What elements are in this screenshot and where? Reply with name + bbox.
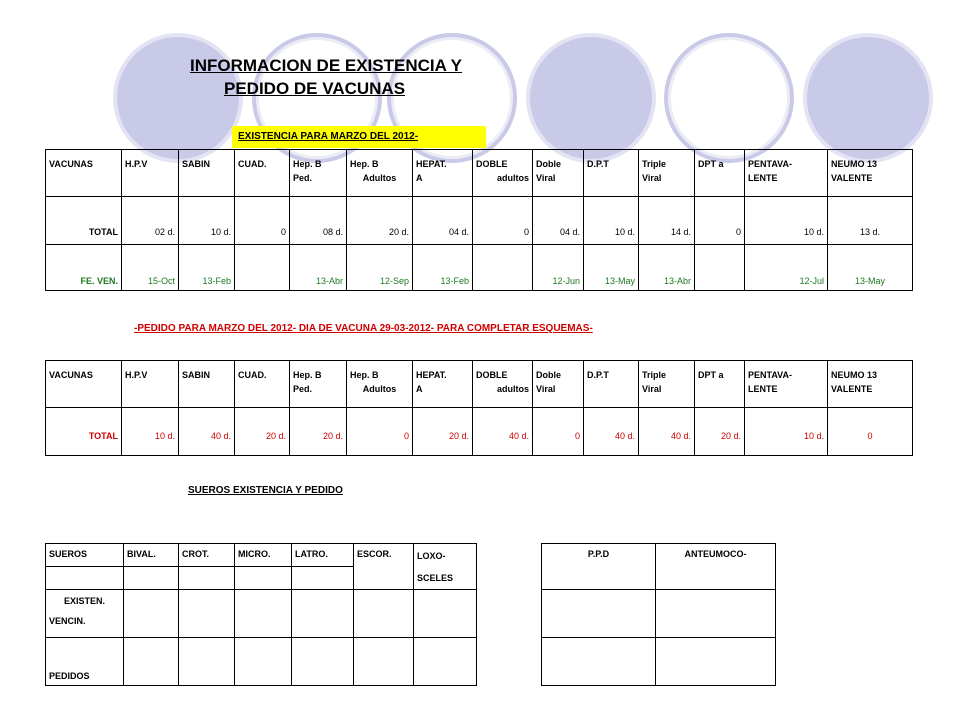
table-cell: 12-Sep [347, 245, 413, 291]
header-cell: Hep. B Adultos [347, 150, 413, 197]
header-cell: D.P.T [584, 150, 639, 197]
table-cell: 13-Feb [179, 245, 235, 291]
table-cell: 13-May [828, 245, 913, 291]
table-cell: 20 d. [347, 197, 413, 245]
header-cell: H.P.V [122, 150, 179, 197]
table-cell [235, 567, 292, 590]
header-cell: CUAD. [235, 361, 290, 408]
table-cell [179, 590, 235, 638]
table-cell: 04 d. [413, 197, 473, 245]
header-cell: SUEROS [46, 544, 124, 567]
table-cell [414, 638, 477, 686]
table-cell: 14 d. [639, 197, 695, 245]
header-cell: PENTAVA- LENTE [745, 150, 828, 197]
header-cell: Hep. B Ped. [290, 150, 347, 197]
decor-circle-5 [664, 33, 794, 163]
header-cell: HEPAT. A [413, 150, 473, 197]
table-cell: 10 d. [584, 197, 639, 245]
existencia-table [45, 149, 913, 291]
table-cell [179, 638, 235, 686]
header-cell: ANTEUMOCO- [656, 544, 776, 590]
table-cell: 40 d. [584, 408, 639, 456]
header-cell: DPT a [695, 361, 745, 408]
header-cell: P.P.D [542, 544, 656, 590]
header-cell: SABIN [179, 361, 235, 408]
existen-label-cell [46, 590, 124, 638]
header-cell: VACUNAS [46, 150, 122, 197]
table-cell [695, 245, 745, 291]
table-cell [235, 245, 290, 291]
header-cell: MICRO. [235, 544, 292, 567]
table-cell [542, 638, 656, 686]
table-cell: 10 d. [745, 408, 828, 456]
table-cell [656, 638, 776, 686]
table-cell: 13-Abr [639, 245, 695, 291]
table-row-existen [46, 590, 477, 638]
header-cell: SABIN [179, 150, 235, 197]
table-row-total [46, 197, 913, 245]
table-cell: 0 [533, 408, 584, 456]
table-cell [292, 590, 354, 638]
table-row-pedido-total [46, 408, 913, 456]
header-cell: DPT a [695, 150, 745, 197]
table-cell: 12-Jun [533, 245, 584, 291]
table-cell: 0 [828, 408, 913, 456]
table-cell: 10 d. [179, 197, 235, 245]
table-cell [656, 590, 776, 638]
sueros-right-table [541, 543, 776, 686]
table-cell [354, 590, 414, 638]
table-cell: 10 d. [122, 408, 179, 456]
sueros-heading: SUEROS EXISTENCIA Y PEDIDO [188, 485, 343, 496]
header-cell: H.P.V [122, 361, 179, 408]
header-cell: D.P.T [584, 361, 639, 408]
header-cell: CROT. [179, 544, 235, 567]
table-cell: 13-Feb [413, 245, 473, 291]
decor-circle-4 [526, 33, 656, 163]
header-cell: BIVAL. [124, 544, 179, 567]
table-cell: 0 [473, 197, 533, 245]
header-cell: Triple Viral [639, 361, 695, 408]
header-cell: NEUMO 13 VALENTE [828, 361, 913, 408]
table-cell: 0 [347, 408, 413, 456]
pedidos-label: PEDIDOS [46, 638, 124, 686]
table-cell: 20 d. [695, 408, 745, 456]
header-cell: Hep. B Adultos [347, 361, 413, 408]
table-cell: 40 d. [473, 408, 533, 456]
table-cell: 04 d. [533, 197, 584, 245]
table-cell [46, 567, 124, 590]
table-cell: 20 d. [290, 408, 347, 456]
table-cell: 20 d. [235, 408, 290, 456]
vencin-label: VENCIN. [49, 616, 86, 626]
table-cell: 0 [235, 197, 290, 245]
table-row-fe-ven [46, 245, 913, 291]
table-cell: 40 d. [179, 408, 235, 456]
table-cell: 15-Oct [122, 245, 179, 291]
table-cell [414, 590, 477, 638]
header-cell: CUAD. [235, 150, 290, 197]
fe-ven-label: FE. VEN. [46, 245, 122, 291]
sueros-table [45, 543, 477, 686]
page-title-line2: PEDIDO DE VACUNAS [224, 79, 406, 98]
table-cell: 10 d. [745, 197, 828, 245]
table-cell [124, 567, 179, 590]
existen-label: EXISTEN. [63, 596, 105, 606]
pedido-heading: -PEDIDO PARA MARZO DEL 2012- DIA DE VACUNA 29-03-2012- PARA COMPLETAR ESQUEMAS- [134, 323, 593, 334]
header-cell: VACUNAS [46, 361, 122, 408]
pedido-table [45, 360, 913, 456]
table-cell: 13-Abr [290, 245, 347, 291]
header-cell: Hep. B Ped. [290, 361, 347, 408]
table-cell [292, 567, 354, 590]
header-cell: Doble Viral [533, 361, 584, 408]
header-cell: ESCOR. [354, 544, 414, 590]
header-cell: NEUMO 13 VALENTE [828, 150, 913, 197]
page-title-line1: INFORMACION DE EXISTENCIA Y [190, 56, 463, 75]
table-cell: 40 d. [639, 408, 695, 456]
table-cell [292, 638, 354, 686]
header-cell: DOBLE adultos [473, 150, 533, 197]
header-cell: PENTAVA- LENTE [745, 361, 828, 408]
header-cell: LATRO. [292, 544, 354, 567]
header-cell: Doble Viral [533, 150, 584, 197]
table-cell: 13 d. [828, 197, 913, 245]
existencia-heading: EXISTENCIA PARA MARZO DEL 2012- [238, 131, 419, 142]
table-cell [354, 638, 414, 686]
decor-circle-6 [803, 33, 933, 163]
table-row-pedidos [46, 638, 477, 686]
header-cell: LOXO- SCELES [414, 544, 477, 590]
table-cell: 0 [695, 197, 745, 245]
pedido-total-label: TOTAL [46, 408, 122, 456]
table-cell: 12-Jul [745, 245, 828, 291]
header-cell: Triple Viral [639, 150, 695, 197]
header-cell: HEPAT. A [413, 361, 473, 408]
table-cell [179, 567, 235, 590]
total-label: TOTAL [46, 197, 122, 245]
table-cell [235, 638, 292, 686]
table-cell: 08 d. [290, 197, 347, 245]
header-cell: DOBLE adultos [473, 361, 533, 408]
table-cell [124, 638, 179, 686]
table-cell: 20 d. [413, 408, 473, 456]
table-cell [473, 245, 533, 291]
table-cell [235, 590, 292, 638]
table-cell: 02 d. [122, 197, 179, 245]
table-cell [124, 590, 179, 638]
table-cell: 13-May [584, 245, 639, 291]
table-cell [542, 590, 656, 638]
